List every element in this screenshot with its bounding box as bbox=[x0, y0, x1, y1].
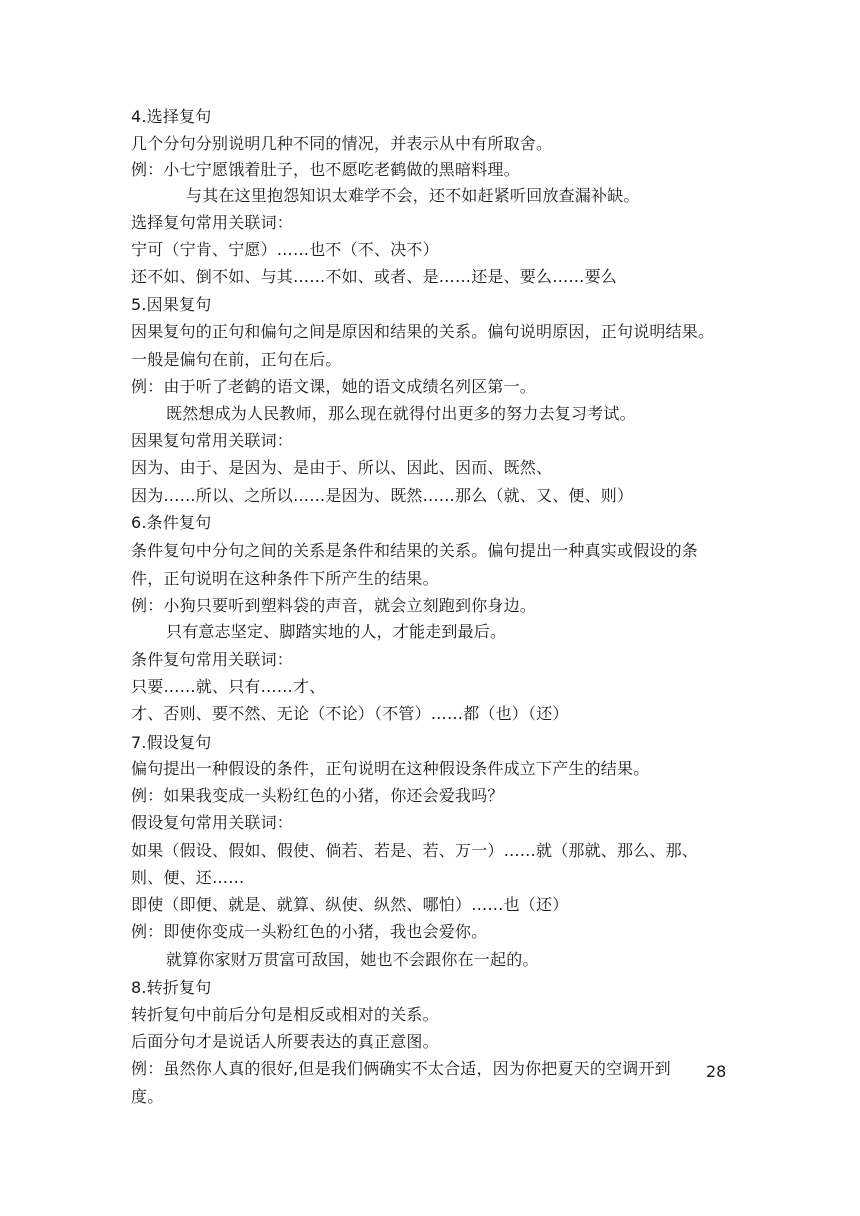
section5-conjunction-label: 因果复句常用关联词： bbox=[131, 431, 294, 450]
section7-conjunction-2: 即使（即便、就是、就算、纵使、纵然、哪怕）……也（还） bbox=[131, 895, 569, 914]
section7-conjunction-label: 假设复句常用关联词： bbox=[131, 813, 294, 832]
section6-definition-1: 条件复句中分句之间的关系是条件和结果的关系。偏句提出一种真实或假设的条 bbox=[131, 541, 699, 560]
section4-conjunction-2: 还不如、倒不如、与其……不如、或者、是……还是、要么……要么 bbox=[131, 267, 618, 286]
section7-example-1: 例：如果我变成一头粉红色的小猪，你还会爱我吗？ bbox=[131, 786, 504, 805]
section8-example-number: 28 bbox=[706, 1062, 727, 1081]
section7-definition: 偏句提出一种假设的条件，正句说明在这种假设条件成立下产生的结果。 bbox=[131, 759, 650, 778]
section5-example-1: 例：由于听了老鹤的语文课，她的语文成绩名列区第一。 bbox=[131, 377, 537, 396]
section-heading-5: 5.因果复句 bbox=[131, 295, 212, 314]
section-heading-6: 6.条件复句 bbox=[131, 513, 212, 532]
section4-example-2: 与其在这里抱怨知识太难学不会，还不如赶紧听回放查漏补缺。 bbox=[186, 186, 640, 205]
section4-example-1: 例：小七宁愿饿着肚子，也不愿吃老鹤做的黑暗料理。 bbox=[131, 160, 520, 179]
section6-example-2: 只有意志坚定、脚踏实地的人，才能走到最后。 bbox=[166, 622, 507, 641]
section4-definition: 几个分句分别说明几种不同的情况，并表示从中有所取舍。 bbox=[131, 134, 553, 153]
section6-conjunction-1: 只要……就、只有……才、 bbox=[131, 677, 326, 696]
section8-definition-1: 转折复句中前后分句是相反或相对的关系。 bbox=[131, 1005, 439, 1024]
section8-example-1b: 度。 bbox=[131, 1087, 164, 1106]
section-heading-4: 4.选择复句 bbox=[131, 107, 212, 126]
section7-conjunction-1b: 则、便、还…… bbox=[131, 868, 245, 887]
section-heading-8: 8.转折复句 bbox=[131, 978, 212, 997]
section5-definition-2: 一般是偏句在前，正句在后。 bbox=[131, 350, 342, 369]
section-heading-7: 7.假设复句 bbox=[131, 733, 212, 752]
section6-example-1: 例：小狗只要听到塑料袋的声音，就会立刻跑到你身边。 bbox=[131, 596, 537, 615]
section5-conjunction-2: 因为……所以、之所以……是因为、既然……那么（就、又、便、则） bbox=[131, 486, 634, 505]
section4-conjunction-1: 宁可（宁肯、宁愿）……也不（不、决不） bbox=[131, 240, 439, 259]
section7-conjunction-1a: 如果（假设、假如、假使、倘若、若是、若、万一）……就（那就、那么、那、 bbox=[131, 841, 699, 860]
section6-definition-2: 件，正句说明在这种条件下所产生的结果。 bbox=[131, 569, 439, 588]
section5-definition-1: 因果复句的正句和偏句之间是原因和结果的关系。偏句说明原因，正句说明结果。 bbox=[131, 322, 715, 341]
section5-conjunction-1: 因为、由于、是因为、是由于、所以、因此、因而、既然、 bbox=[131, 458, 553, 477]
section6-conjunction-2: 才、否则、要不然、无论（不论）（不管）……都（也）（还） bbox=[131, 704, 569, 723]
section7-example-3: 就算你家财万贯富可敌国，她也不会跟你在一起的。 bbox=[166, 950, 539, 969]
section5-example-2: 既然想成为人民教师，那么现在就得付出更多的努力去复习考试。 bbox=[166, 404, 636, 423]
section6-conjunction-label: 条件复句常用关联词： bbox=[131, 650, 294, 669]
section8-definition-2: 后面分句才是说话人所要表达的真正意图。 bbox=[131, 1032, 439, 1051]
section8-example-1a: 例：虽然你人真的很好,但是我们俩确实不太合适，因为你把夏天的空调开到 bbox=[131, 1059, 671, 1078]
section7-example-2: 例：即使你变成一头粉红色的小猪，我也会爱你。 bbox=[131, 922, 488, 941]
section4-conjunction-label: 选择复句常用关联词： bbox=[131, 213, 294, 232]
